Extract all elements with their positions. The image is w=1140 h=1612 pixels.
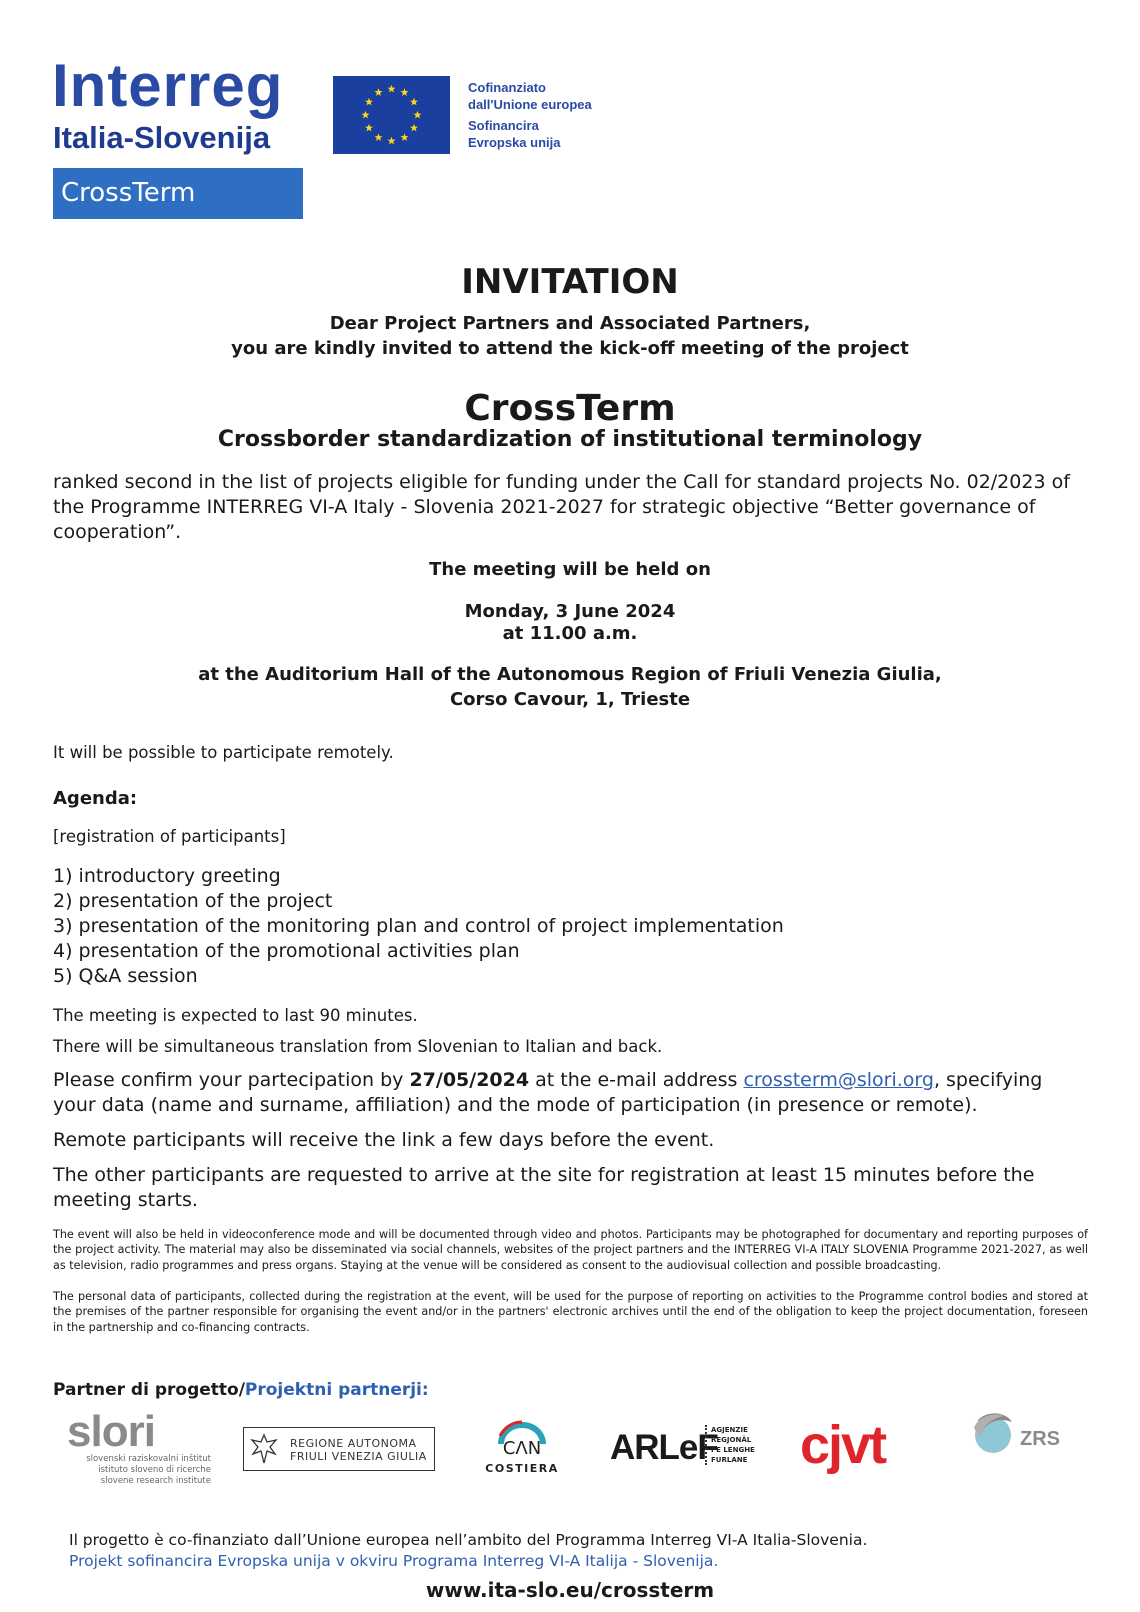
agenda-heading: Agenda: [53, 788, 138, 809]
remote-link-note: Remote participants will receive the link a few days before the event. [53, 1129, 715, 1151]
arlef-line: REGJONÂL [711, 1436, 752, 1444]
eu-line: Cofinanziato [468, 80, 546, 95]
cjvt-logo: cjvt [800, 1415, 886, 1475]
slori-line: istituto sloveno di ricerche [98, 1465, 211, 1475]
slori-wordmark: slori [67, 1407, 155, 1456]
agenda-registration: [registration of participants] [53, 827, 286, 846]
slori-line: slovenski raziskovalni inštitut [86, 1454, 211, 1464]
list-item: 3) presentation of the monitoring plan and control of project implementation [53, 915, 784, 937]
crossterm-badge: CrossTerm [53, 168, 303, 219]
project-subtitle: Crossborder standardization of institutional terminology [217, 427, 923, 452]
list-item: 4) presentation of the promotional activities plan [53, 940, 520, 962]
fvg-line: FRIULI VENEZIA GIULIA [290, 1450, 427, 1463]
ranking-paragraph: ranked second in the list of projects eligible for funding under the Call for standard projects No. 02/2023 of the Programme INTERREG VI-A Italy - Slovenia 2021-2027 for strategic objective “Better governance of cooperation”. [53, 471, 1070, 543]
translation-note: There will be simultaneous translation from Slovenian to Italian and back. [53, 1037, 663, 1056]
remote-note: It will be possible to participate remotely. [53, 743, 394, 762]
costiera-logo [482, 1418, 562, 1492]
eu-line: Evropska unija [468, 135, 561, 150]
confirm-prefix: Please confirm your partecipation by [53, 1069, 410, 1091]
slori-line: slovene research institute [100, 1476, 211, 1486]
costiera-name: COSTIERA [485, 1462, 559, 1475]
partners-heading [53, 1380, 429, 1400]
zrs-emblem-icon [968, 1408, 1018, 1458]
meeting-date: Monday, 3 June 2024 [464, 601, 676, 622]
footer-cofinancing-it: Il progetto è co-finanziato dall’Unione europea nell’ambito del Programma Interreg VI-A Italia-Slovenia. [69, 1531, 868, 1549]
interreg-logo-region: Italia-Slovenija [53, 120, 271, 155]
arlef-line: AGJENZIE [711, 1426, 748, 1434]
arlef-line: PE LENGHE [711, 1446, 755, 1454]
eu-cofinancing-text [468, 79, 592, 151]
duration-note: The meeting is expected to last 90 minutes. [53, 1006, 418, 1025]
eu-line: dall'Unione europea [468, 97, 592, 112]
slori-logo [67, 1407, 217, 1500]
eu-flag-icon [333, 76, 450, 154]
fvg-line: REGIONE AUTONOMA [290, 1437, 417, 1450]
fineprint-media: The event will also be held in videoconference mode and will be documented through video and photos. Participants may be photographed for documentary and reporting purposes of the project activity. The material may also be disseminated via social channels, websites of the project partners and the INTERREG VI-A ITALY SLOVENIA Programme 2021-2027, as well as television, radio programmes and press organs. Staying at the venue will be considered as consent to the audiovisual collection and possible broadcasting. [53, 1228, 1088, 1272]
meeting-venue: at the Auditorium Hall of the Autonomous Region of Friuli Venezia Giulia, [198, 664, 942, 685]
footer-website-link[interactable]: www.ita-slo.eu/crossterm [425, 1578, 715, 1602]
arlef-logo [610, 1425, 760, 1471]
page-title: INVITATION [461, 262, 679, 302]
fineprint-privacy: The personal data of participants, collected during the registration at the event, will be used for the purpose of reporting on activities to the Programme control bodies and stored at the premises of the partner responsible for organising the event and/or in the partners' electronic archives until the end of the obligation to keep the project documentation, foreseen in the partnership and co-financing contracts. [53, 1290, 1088, 1334]
meeting-held-on: The meeting will be held on [429, 559, 711, 580]
eagle-icon [248, 1432, 280, 1466]
arrival-note: The other participants are requested to arrive at the site for registration at least 15 minutes before the meeting starts. [53, 1164, 1035, 1211]
meeting-time: at 11.00 a.m. [502, 623, 638, 644]
project-name: CrossTerm [464, 388, 676, 429]
invitation-line: you are kindly invited to attend the kick-off meeting of the project [231, 338, 909, 359]
costiera-emblem-icon [494, 1418, 550, 1458]
confirm-suffix: , specifying your data (name and surname, affiliation) and the mode of participation (in presence or remote). [53, 1069, 1043, 1116]
interreg-logo-wordmark: Interreg [52, 52, 284, 119]
email-link[interactable]: crossterm@slori.org [743, 1069, 934, 1091]
confirm-middle: at the e-mail address [529, 1069, 744, 1091]
list-item: 5) Q&A session [53, 965, 198, 987]
eu-line: Sofinancira [468, 118, 539, 133]
meeting-address: Corso Cavour, 1, Trieste [449, 689, 691, 710]
greeting: Dear Project Partners and Associated Partners, [329, 313, 811, 334]
agenda-list [53, 864, 1088, 989]
arlef-line: FURLANE [711, 1456, 748, 1464]
costiera-mark: CΛN [502, 1438, 542, 1458]
fvg-logo [243, 1427, 435, 1471]
zrs-logo [968, 1408, 1078, 1474]
zrs-wordmark: ZRS [1020, 1428, 1060, 1450]
partners-label-it: Partner di progetto/ [53, 1380, 245, 1400]
partners-label-sl: Projektni partnerji: [244, 1380, 429, 1400]
list-item: 1) introductory greeting [53, 865, 281, 887]
confirm-deadline: 27/05/2024 [409, 1069, 530, 1091]
confirm-paragraph [53, 1068, 1088, 1118]
footer-cofinancing-sl: Projekt sofinancira Evropska unija v okviru Programa Interreg VI-A Italija - Slovenija. [69, 1552, 719, 1570]
list-item: 2) presentation of the project [53, 890, 333, 912]
arlef-wordmark: ARLeF [610, 1428, 718, 1467]
